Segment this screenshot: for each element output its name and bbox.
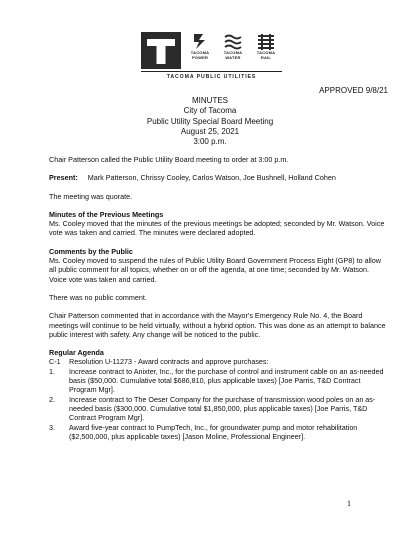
resolution-line xyxy=(49,357,387,366)
minutes-previous-section xyxy=(49,210,387,238)
present-attendees xyxy=(49,173,387,182)
agenda-item-code: C-1 xyxy=(49,357,61,367)
list-item-text: Increase contract to Anixter, Inc., for the purchase of control and instrument cable on an as-needed basis ($50,000. Cumulative total $686,810, plus applicable taxes) [Joe Parris, T&D Contract Program Mgr]. xyxy=(69,366,384,395)
approved-stamp: APPROVED 9/8/21 xyxy=(319,86,388,95)
heading-title: MINUTES xyxy=(192,96,228,105)
heading-date: August 25, 2021 xyxy=(180,126,240,136)
page-number: 1 xyxy=(347,499,351,508)
heading-time: 3:00 p.m. xyxy=(193,137,227,147)
list-item xyxy=(49,423,387,442)
division-power-label: TACOMA POWER xyxy=(190,50,210,60)
public-comments-section xyxy=(49,247,387,284)
public-comments-text: Ms. Cooley moved to suspend the rules of Public Utility Board Government Process Eight (GP8) to allow all public comment for all topics, whether on or off the agenda, at one time; seconded by Mr. Watson. Voice vote was taken and carried. xyxy=(49,256,381,284)
tacoma-public-utilities-logo xyxy=(141,32,282,82)
quorate-statement: The meeting was quorate. xyxy=(49,191,133,201)
regular-agenda-section xyxy=(49,348,387,441)
logo-divider xyxy=(141,71,282,72)
list-item xyxy=(49,395,387,423)
minutes-body xyxy=(49,155,387,441)
list-item-text: Award five-year contract to PumpTech, Inc., for groundwater pump and motor rehabilitation ($2,500,000, plus applicable taxes) [Jason Moline, Professional Engineer]. xyxy=(69,422,358,441)
list-item xyxy=(49,367,387,395)
minutes-previous-text: Ms. Cooley moved that the minutes of the previous meetings be adopted; seconded by Mr. Watson. Voice vote was taken and carried. The minutes were declared adopted. xyxy=(49,219,385,238)
call-to-order: Chair Patterson called the Public Utility Board meeting to order at 3:00 p.m. xyxy=(49,155,289,164)
emergency-rule-statement: Chair Patterson commented that in accordance with the Mayor's Emergency Rule No. 4, the Board meetings will continue to be held virtually, without a hybrid option. This was done as an attempt to balance public interest with safety. Any change will be noticed to the public. xyxy=(49,311,386,339)
regular-agenda-heading: Regular Agenda xyxy=(49,348,104,358)
public-comments-heading: Comments by the Public xyxy=(49,246,133,256)
no-public-comment: There was no public comment. xyxy=(49,292,147,302)
minutes-heading xyxy=(0,96,420,147)
minutes-previous-heading: Minutes of the Previous Meetings xyxy=(49,209,164,219)
list-item-number: 3. xyxy=(49,422,55,432)
division-rail-label: TACOMA RAIL xyxy=(256,50,276,60)
present-names: Mark Patterson, Chrissy Cooley, Carlos Watson, Joe Bushnell, Holland Cohen xyxy=(87,173,336,183)
list-item-number: 2. xyxy=(49,394,55,404)
logo-tagline: TACOMA PUBLIC UTILITIES xyxy=(166,74,257,80)
tacoma-water-icon xyxy=(217,33,249,69)
present-label: Present: xyxy=(49,173,78,183)
tacoma-power-icon xyxy=(184,33,216,69)
tacoma-t-logo-icon xyxy=(141,32,181,69)
heading-meeting-name: Public Utility Special Board Meeting xyxy=(146,116,274,126)
resolution-items xyxy=(49,367,387,441)
list-item-number: 1. xyxy=(49,366,55,376)
resolution-title: Resolution U-11273 - Award contracts and approve purchases: xyxy=(69,357,269,367)
heading-city: City of Tacoma xyxy=(183,106,237,116)
list-item-text: Increase contract to The Oeser Company for the purchase of transmission wood poles on an as-needed basis ($300,000. Cumulative total $1,850,000, plus applicable taxes) [Joe Parris, T&D Contract Program Mgr]. xyxy=(69,394,376,423)
division-water-label: TACOMA WATER xyxy=(223,50,243,60)
tacoma-rail-icon xyxy=(250,33,282,69)
